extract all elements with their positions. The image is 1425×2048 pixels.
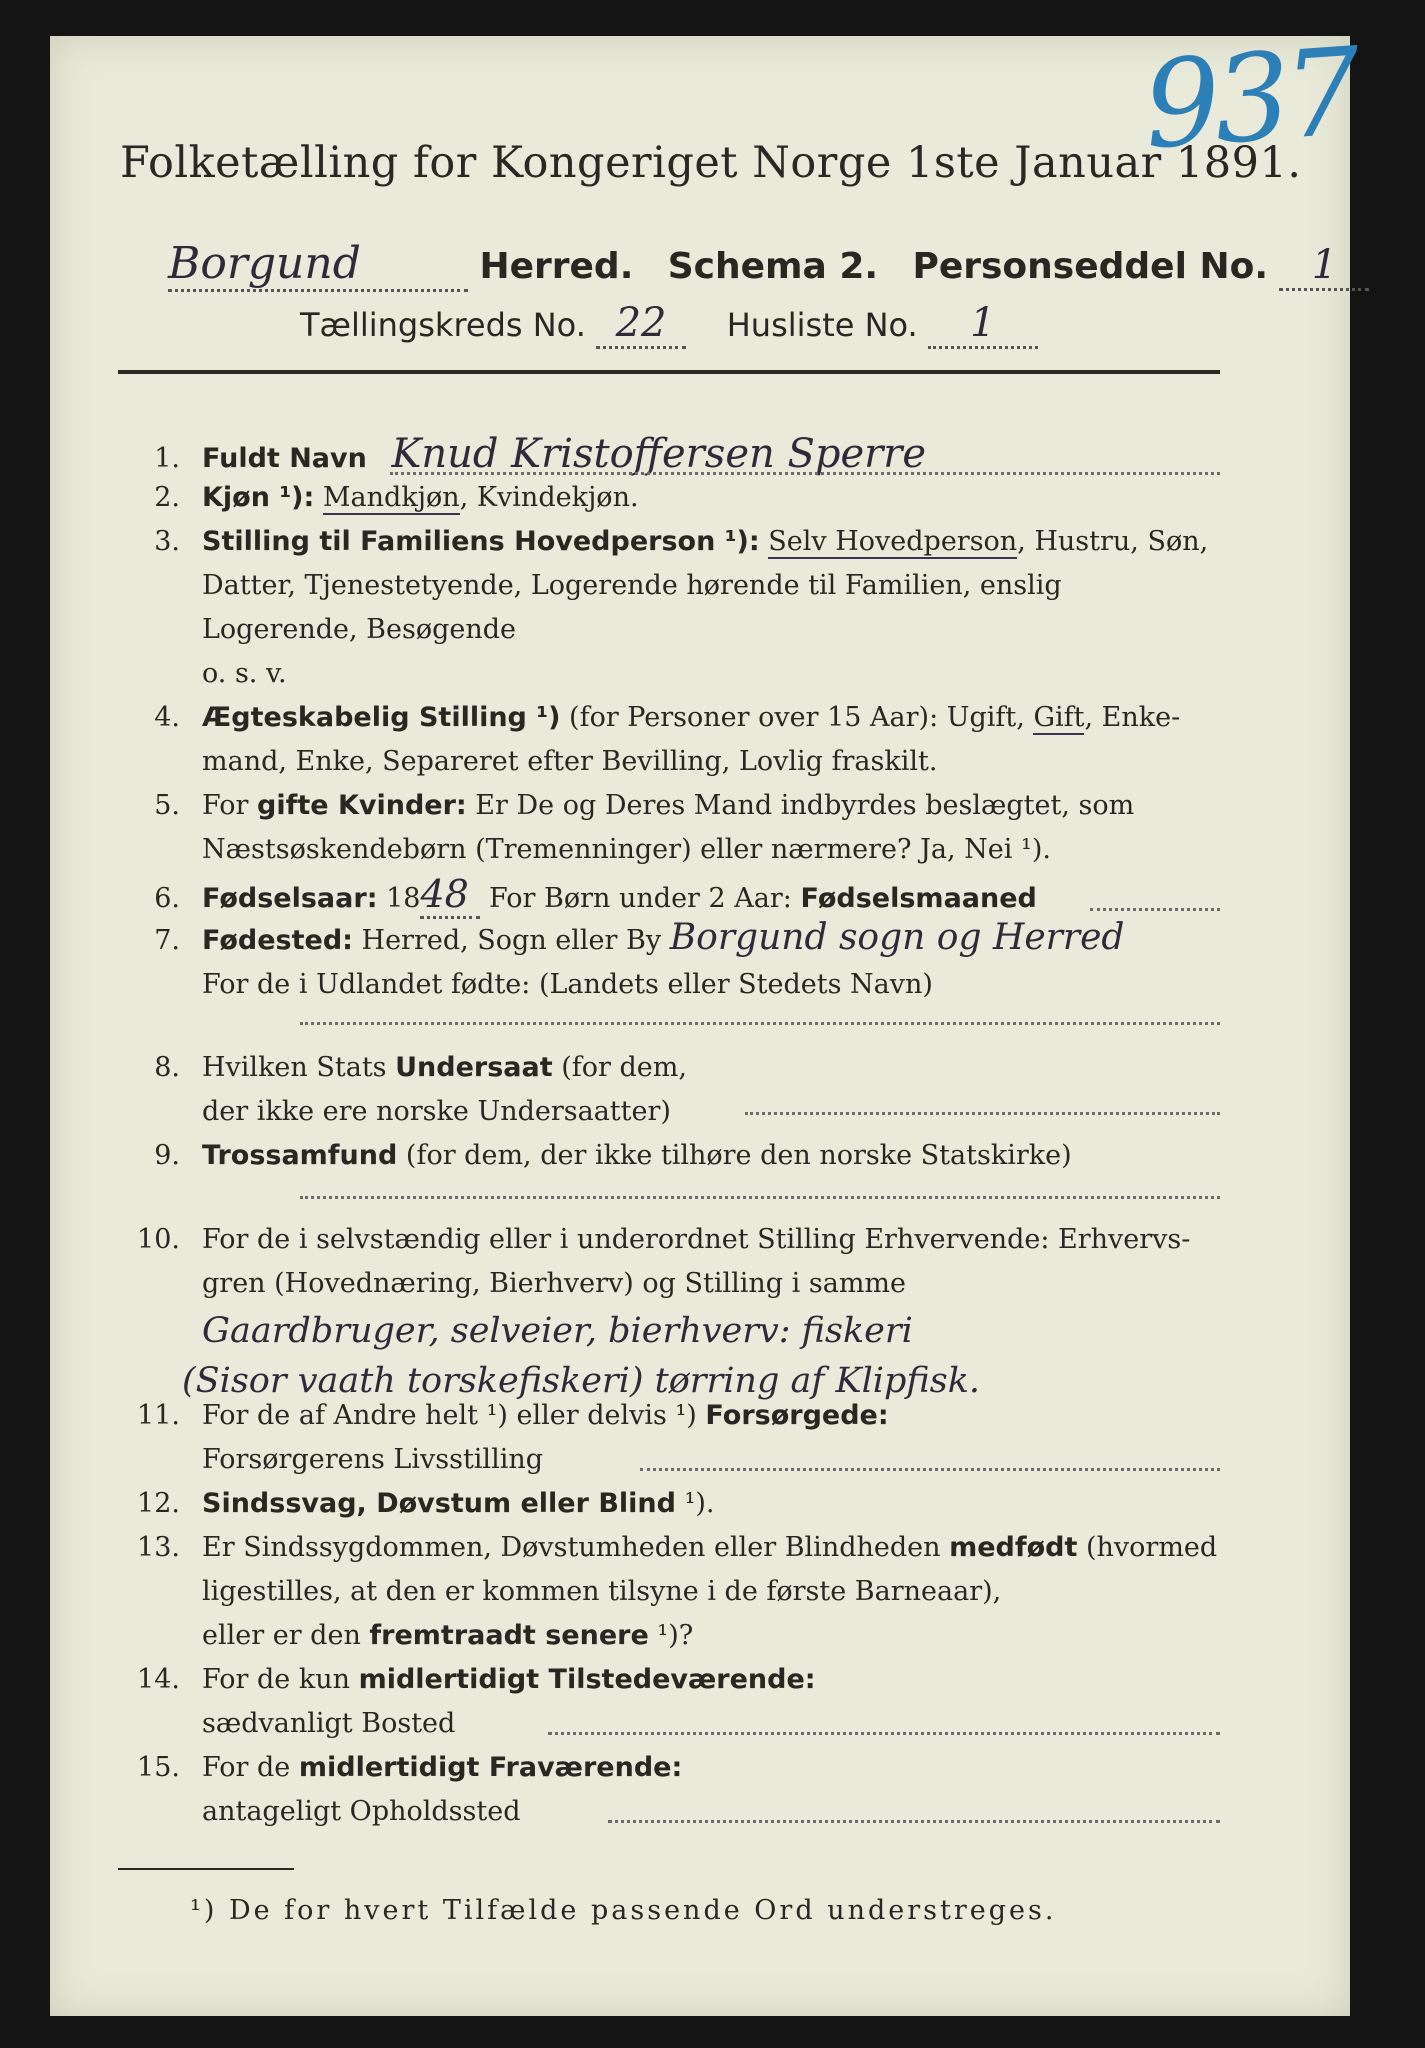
item-family-position: [118, 520, 1228, 696]
dependents-text: For de af Andre helt ¹) eller delvis ¹): [202, 1400, 706, 1431]
birth-year-value: 48: [420, 872, 480, 919]
item-number: 2.: [154, 482, 180, 513]
religion-text: (for dem, der ikke tilhøre den norske Statskirke): [397, 1140, 1072, 1171]
archive-stamp-number: 937: [1139, 22, 1360, 177]
usual-residence-label: sædvanligt Bosted: [202, 1708, 456, 1739]
occupation-value-1: Gaardbruger, selveier, bierhverv: fiskeri: [202, 1311, 913, 1351]
citizenship-text: (for dem,: [552, 1052, 687, 1083]
item-label: Kjøn ¹):: [202, 482, 315, 513]
congenital-line-3-label: fremtraadt senere: [369, 1620, 649, 1651]
item-number: 14.: [137, 1664, 180, 1695]
item-number: 4.: [154, 702, 180, 733]
item-disability: [118, 1482, 1228, 1526]
birth-year-prefix: 18: [377, 883, 421, 914]
family-position-selected: Selv Hovedperson: [768, 526, 1018, 557]
item-label: Stilling til Familiens Hovedperson ¹):: [202, 526, 760, 557]
item-number: 9.: [154, 1140, 180, 1171]
item-label: Sindssvag, Døvstum eller Blind: [202, 1488, 676, 1519]
temporary-absent-text: For de: [202, 1752, 299, 1783]
personseddel-label: Personseddel No.: [912, 246, 1268, 287]
item-label: Undersaat: [395, 1052, 553, 1083]
birth-month-line: [1090, 908, 1220, 911]
item-label: Fødselsaar:: [202, 883, 378, 914]
footnote-rule: [118, 1868, 294, 1870]
herred-label: Herred.: [479, 246, 634, 287]
congenital-line-3-prefix: eller er den: [202, 1620, 370, 1651]
family-position-line-3: Logerende, Besøgende: [202, 614, 516, 645]
birthplace-foreign-line: For de i Udlandet fødte: (Landets eller Stedets Navn): [202, 969, 933, 1000]
item-number: 15.: [137, 1752, 180, 1783]
husliste-label: Husliste No.: [726, 306, 918, 344]
footnote: ¹) De for hvert Tilfælde passende Ord understreges.: [190, 1895, 1057, 1926]
item-label: midlertidigt Tilstedeværende:: [358, 1664, 816, 1695]
item-label: Trossamfund: [202, 1140, 398, 1171]
probable-residence-label: antageligt Opholdssted: [202, 1796, 521, 1827]
item-label: gifte Kvinder:: [257, 790, 467, 821]
herred-value: Borgund: [168, 238, 468, 292]
item-gender: [118, 476, 1228, 520]
family-position-options: , Hustru, Søn,: [1017, 526, 1209, 557]
citizenship-line-2: der ikke ere norske Undersaatter): [202, 1096, 671, 1127]
occupation-value-2: (Sisor vaath torskefiskeri) tørring af Klipfisk.: [182, 1361, 981, 1401]
birth-month-label: Fødselsmaaned: [800, 883, 1037, 914]
schema-label: Schema 2.: [667, 246, 879, 287]
item-prefix: For: [202, 790, 258, 821]
header-line-1: [168, 238, 1369, 292]
birthplace-text: Herred, Sogn eller By: [352, 925, 662, 956]
item-number: 3.: [154, 526, 180, 557]
congenital-rest: (hvormed: [1077, 1532, 1218, 1563]
occupation-text: For de i selvstændig eller i underordnet Stilling Erhvervende: Erhvervs-: [202, 1224, 1191, 1255]
occupation-line-2: gren (Hovednæring, Bierhverv) og Stilling i samme: [202, 1268, 907, 1299]
religion-line: [300, 1196, 1220, 1199]
congenital-line-2: ligestilles, at den er kommen tilsyne i de første Barneaar),: [202, 1576, 1002, 1607]
marital-status-rest: , Enke-: [1084, 702, 1181, 733]
item-prefix: Hvilken Stats: [202, 1052, 396, 1083]
item-label: midlertidigt Fraværende:: [298, 1752, 683, 1783]
personseddel-value: 1: [1279, 242, 1369, 291]
item-married-women: [118, 784, 1228, 872]
family-position-line-4: o. s. v.: [202, 658, 287, 689]
disability-rest: ¹).: [675, 1488, 715, 1519]
congenital-line-3-rest: ¹)?: [648, 1620, 694, 1651]
header-rule: [118, 370, 1220, 374]
birth-month-text: For Børn under 2 Aar:: [480, 883, 801, 914]
item-number: 11.: [137, 1400, 180, 1431]
provider-occupation-line: [640, 1468, 1220, 1471]
gender-selected-option: Mandkjøn: [322, 482, 460, 513]
temporary-present-text: For de kun: [202, 1664, 359, 1695]
item-occupation: [118, 1218, 1228, 1406]
kreds-value: 22: [596, 300, 686, 349]
item-label: Fuldt Navn: [202, 443, 367, 474]
item-number: 8.: [154, 1052, 180, 1083]
family-position-line-2: Datter, Tjenestetyende, Logerende hørende til Familien, enslig: [202, 570, 1062, 601]
item-number: 12.: [137, 1488, 180, 1519]
item-religion: [118, 1134, 1228, 1178]
usual-residence-line: [548, 1732, 1220, 1735]
provider-occupation-label: Forsørgerens Livsstilling: [202, 1444, 544, 1475]
birthplace-extra-line: [300, 1022, 1220, 1025]
item-number: 6.: [154, 883, 180, 914]
married-women-text: Er De og Deres Mand indbyrdes beslægtet, som: [466, 790, 1135, 821]
item-citizenship: [118, 1046, 1228, 1134]
item-label: Forsørgede:: [705, 1400, 889, 1431]
item-number: 7.: [154, 925, 180, 956]
item-marital-status: [118, 696, 1228, 784]
probable-residence-line: [608, 1820, 1220, 1823]
marital-status-text: (for Personer over 15 Aar): Ugift,: [560, 702, 1034, 733]
full-name-line: [390, 472, 1220, 475]
header-line-2: [300, 300, 1038, 349]
item-label: Ægteskabelig Stilling ¹): [202, 702, 561, 733]
marital-status-line-2: mand, Enke, Separeret efter Bevilling, Lovlig fraskilt.: [202, 746, 938, 777]
item-label: medfødt: [949, 1532, 1078, 1563]
kreds-label: Tællingskreds No.: [300, 306, 586, 344]
married-women-line-2: Næstsøskendebørn (Tremenninger) eller nærmere? Ja, Nei ¹).: [202, 834, 1051, 865]
item-number: 13.: [137, 1532, 180, 1563]
birthplace-value: Borgund sogn og Herred: [669, 917, 1125, 958]
citizenship-line: [745, 1112, 1220, 1115]
husliste-value: 1: [928, 300, 1038, 349]
gender-options: , Kvindekjøn.: [459, 482, 639, 513]
item-birthplace: [118, 916, 1228, 1007]
item-number: 1.: [154, 443, 180, 474]
congenital-text: Er Sindssygdommen, Døvstumheden eller Blindheden: [202, 1532, 950, 1563]
form-title: Folketælling for Kongeriget Norge 1ste Januar 1891.: [120, 138, 1302, 188]
item-label: Fødested:: [202, 925, 353, 956]
marital-status-selected: Gift: [1033, 702, 1085, 733]
item-number: 5.: [154, 790, 180, 821]
item-number: 10.: [137, 1224, 180, 1255]
item-birth-year: [118, 872, 1228, 921]
full-name-value: Knud Kristoffersen Sperre: [391, 431, 927, 477]
item-congenital: [118, 1526, 1228, 1658]
